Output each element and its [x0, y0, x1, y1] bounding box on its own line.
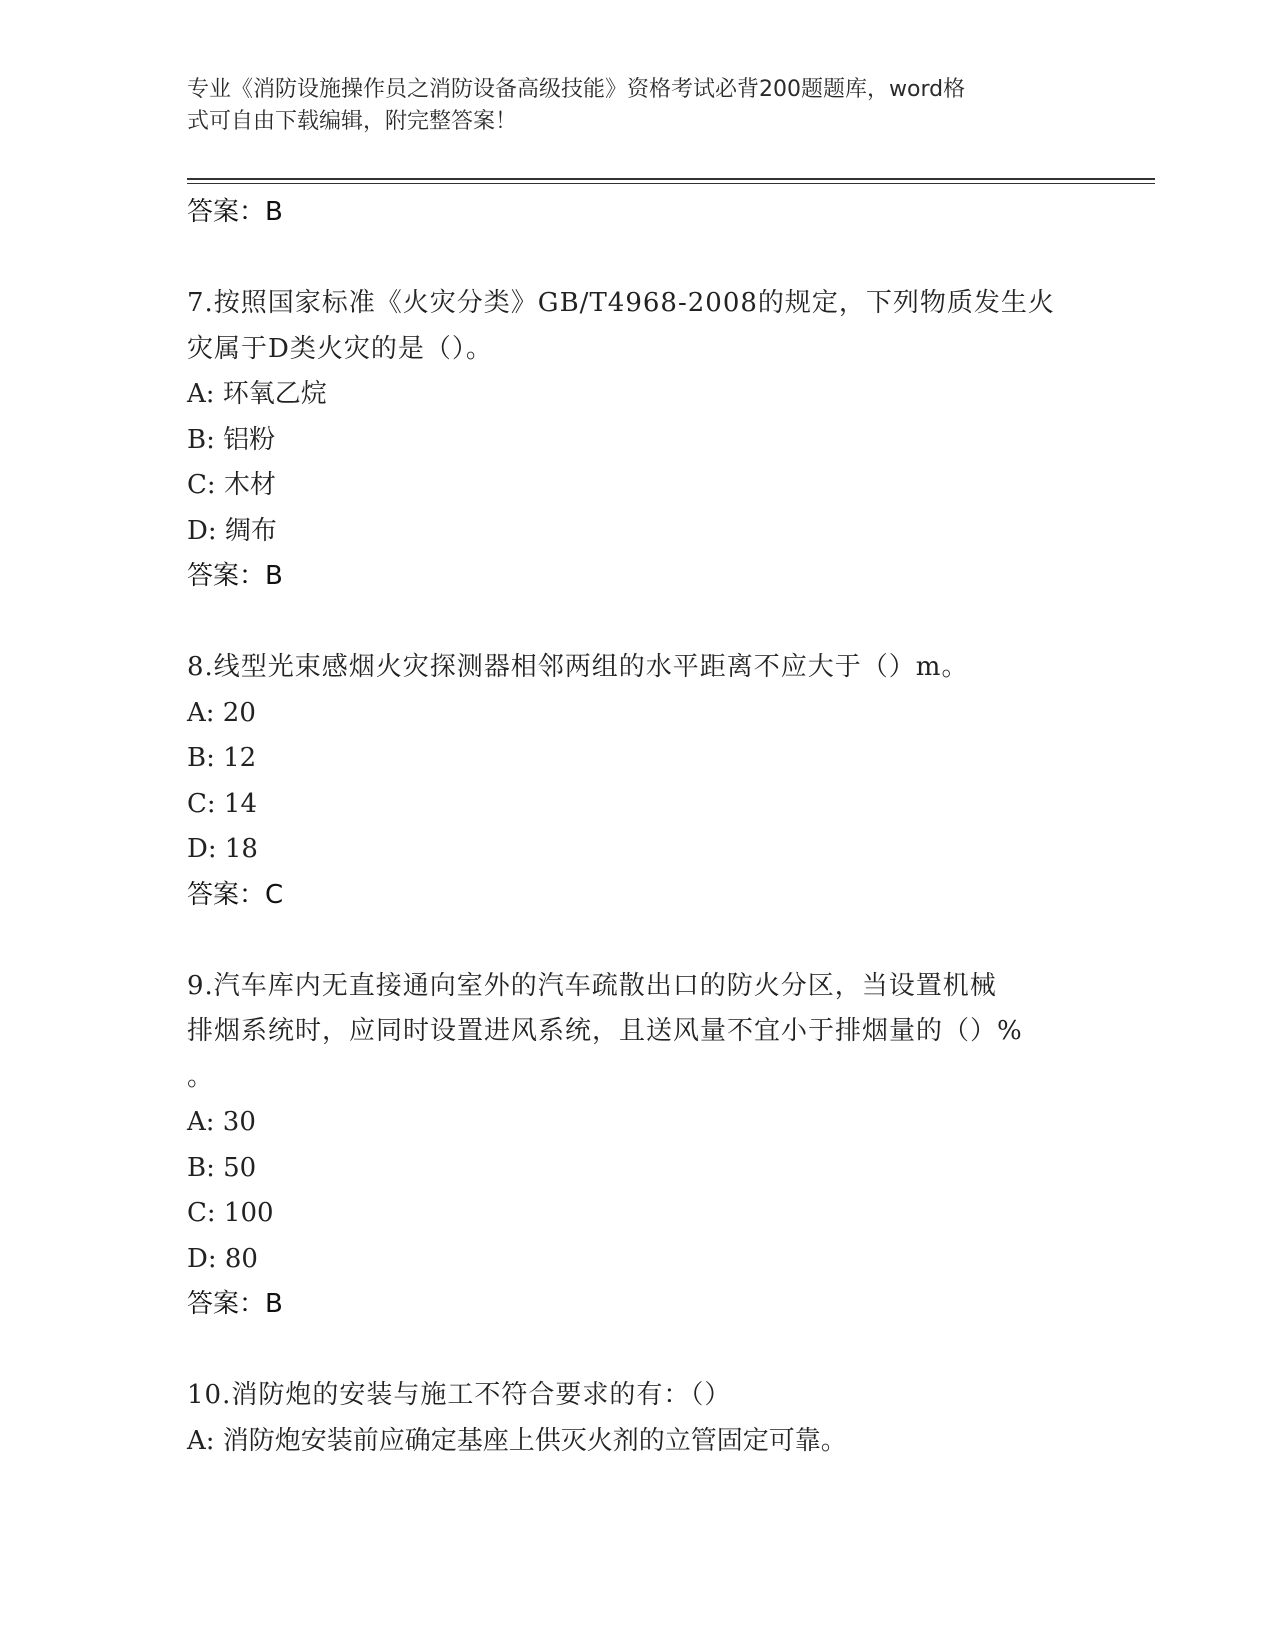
option-d: D: 绸布 [187, 515, 277, 546]
spacer [187, 1328, 1087, 1374]
option-d: D: 18 [187, 834, 258, 864]
option-b: B: 50 [187, 1152, 257, 1183]
spacer [187, 918, 1087, 964]
question-9-line-1: 9.汽车库内无直接通向室外的汽车疏散出口的防火分区，当设置机械 [187, 970, 997, 1001]
question-10 [187, 1373, 1087, 1464]
answer: 答案：C [187, 879, 284, 910]
option-c: C: 木材 [187, 470, 276, 500]
option-a: A: 消防炮安装前应确定基座上供灭火剂的立管固定可靠。 [187, 1425, 847, 1456]
option-a: A: 30 [187, 1107, 256, 1137]
option-c: C: 14 [187, 788, 258, 819]
question-7 [187, 281, 1087, 600]
spacer [187, 600, 1087, 646]
question-9-line-3: 。 [187, 1061, 215, 1092]
header-line-2: 式可自由下载编辑，附完整答案！ [187, 109, 518, 134]
answer: 答案：B [187, 561, 283, 591]
header-rule-thin [187, 183, 1155, 184]
option-b: B: 12 [187, 743, 257, 773]
question-10-line-1: 10.消防炮的安装与施工不符合要求的有：（） [187, 1380, 732, 1410]
spacer [187, 236, 1087, 282]
header-line-1: 专业《消防设施操作员之消防设备高级技能》资格考试必背200题题库，word格 [187, 77, 966, 102]
option-b: B: 铝粉 [187, 424, 276, 455]
previous-answer: 答案：B [187, 197, 283, 227]
question-7-line-2: 灾属于D类火灾的是（）。 [187, 333, 493, 364]
option-a: A: 20 [187, 697, 256, 728]
option-a: A: 环氧乙烷 [187, 379, 327, 409]
header-rule-thick [187, 178, 1155, 180]
option-d: D: 80 [187, 1243, 258, 1274]
question-8-line-1: 8.线型光束感烟火灾探测器相邻两组的水平距离不应大于（）m。 [187, 652, 969, 682]
question-7-line-1: 7.按照国家标准《火灾分类》GB/T4968-2008的规定，下列物质发生火 [187, 288, 1055, 318]
question-9-line-2: 排烟系统时，应同时设置进风系统，且送风量不宜小于排烟量的（）% [187, 1016, 1023, 1046]
answer: 答案：B [187, 1289, 283, 1319]
document-body [187, 190, 1087, 1464]
question-9 [187, 964, 1087, 1328]
question-8 [187, 645, 1087, 918]
option-c: C: 100 [187, 1198, 274, 1228]
document-header [187, 74, 1077, 138]
